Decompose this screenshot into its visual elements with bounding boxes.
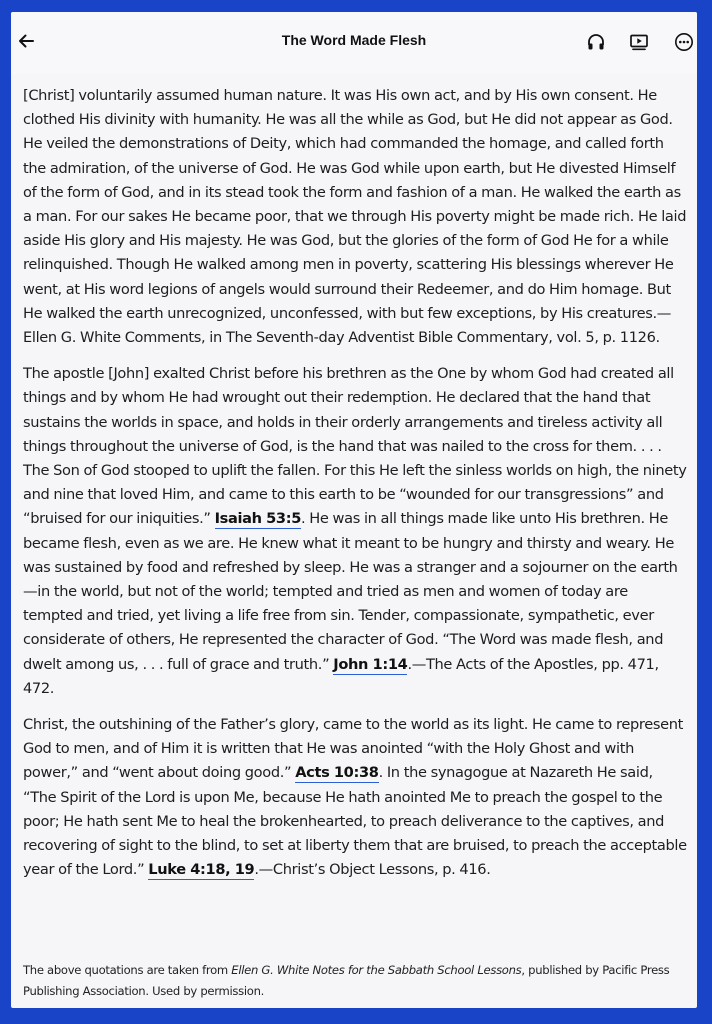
attribution-footnote <box>23 960 689 1002</box>
more-button[interactable] <box>674 32 694 52</box>
scripture-link-john[interactable]: John 1:14 <box>333 655 408 673</box>
paragraph-4-text-c: .—Christ’s Object Lessons, p. 416. <box>254 861 491 879</box>
scripture-link-acts[interactable]: Acts 10:38 <box>295 764 379 782</box>
page-title: The Word Made Flesh <box>281 32 427 48</box>
scripture-link-isaiah[interactable]: Isaiah 53:5 <box>214 510 301 528</box>
more-circle-icon <box>674 32 694 52</box>
lesson-content <box>23 84 689 883</box>
paragraph-3-text-a: The Son of God stooped to uplift the fallen. For this He left the sinless worlds on high, the ninety and nine that loved Him, and came to this earth to be “wounded for our transgressions” and “bruised for our iniquities.” <box>23 462 687 528</box>
top-bar <box>11 12 697 74</box>
paragraph-4 <box>23 713 689 882</box>
headphones-icon <box>586 32 606 52</box>
paragraph-4-text-a: Christ, the outshining of the Father’s glory, came to the world as its light. He came to represent God to men, and of Him it is written that He was anointed “with the Holy Ghost and with power,” and “went about doing good.” <box>23 716 683 782</box>
paragraph-2: The apostle [John] exalted Christ before his brethren as the One by whom God had created all things and by whom He had wrought out their redemption. He declared that the hand that sustains the worlds in space, and holds in their orderly arrangements and tireless activity all things throughout the universe of God, is the hand that was nailed to the cross for them. . . . <box>23 365 674 455</box>
paragraph-1: [Christ] voluntarily assumed human nature. It was His own act, and by His own consent. He clothed His divinity with humanity. He was all the while as God, but He did not appear as God. He veiled the demonstrations of Deity, which had commanded the homage, and called forth the admiration, of the universe of God. He was God while upon earth, but He divested Himself of the form of God, and in its stead took the form and fashion of a man. He walked the earth as a man. For our sakes He became poor, that we through His poverty might be made rich. He laid aside His glory and His majesty. He was God, but the glories of the form of God He for a while relinquished. Though He walked among men in poverty, scattering His blessings wherever He went, at His word legions of angels would surround their Redeemer, and do Him homage. But He walked the earth unrecognized, unconfessed, with but few exceptions, by His creatures.—Ellen G. White Comments, in The Seventh-day Adventist Bible Commentary, vol. 5, p. 1126. <box>23 87 687 347</box>
paragraph-3-text-b: . He was in all things made like unto His brethren. He became flesh, even as we are. He knew what it meant to be hungry and thirsty and weary. He was sustained by food and refreshed by sleep. He was a stranger and a sojourner on the earth—in the world, but not of the world; tempted and tried as men and women of today are tempted and tried, yet living a life free from sin. Tender, compassionate, sympathetic, ever considerate of others, He represented the character of God. “The Word was made flesh, and dwelt among us, . . . full of grace and truth.” <box>23 510 678 673</box>
footnote-book-title: Ellen G. White Notes for the Sabbath School Lessons <box>231 963 522 977</box>
audio-button[interactable] <box>586 32 606 52</box>
footnote-text-b: , published by Pacific Press Publishing Association. Used by permission. <box>23 963 670 998</box>
back-button[interactable] <box>15 30 37 52</box>
scripture-link-luke[interactable]: Luke 4:18, 19 <box>148 861 255 879</box>
paragraph-3 <box>23 459 689 701</box>
paragraph-3-text-c: .—The Acts of the Apostles, pp. 471, 472. <box>23 655 659 697</box>
arrow-left-icon <box>17 32 35 50</box>
paragraph-4-text-b: . In the synagogue at Nazareth He said, “The Spirit of the Lord is upon Me, because He hath anointed Me to preach the gospel to the poor; He hath sent Me to heal the brokenhearted, to preach deliverance to the captives, and recovering of sight to the blind, to set at liberty them that are bruised, to preach the acceptable year of the Lord.” <box>23 764 687 879</box>
reader-screen <box>11 12 697 1008</box>
footnote-text-a: The above quotations are taken from <box>23 963 232 977</box>
video-button[interactable] <box>629 32 649 52</box>
play-video-icon <box>629 32 649 52</box>
